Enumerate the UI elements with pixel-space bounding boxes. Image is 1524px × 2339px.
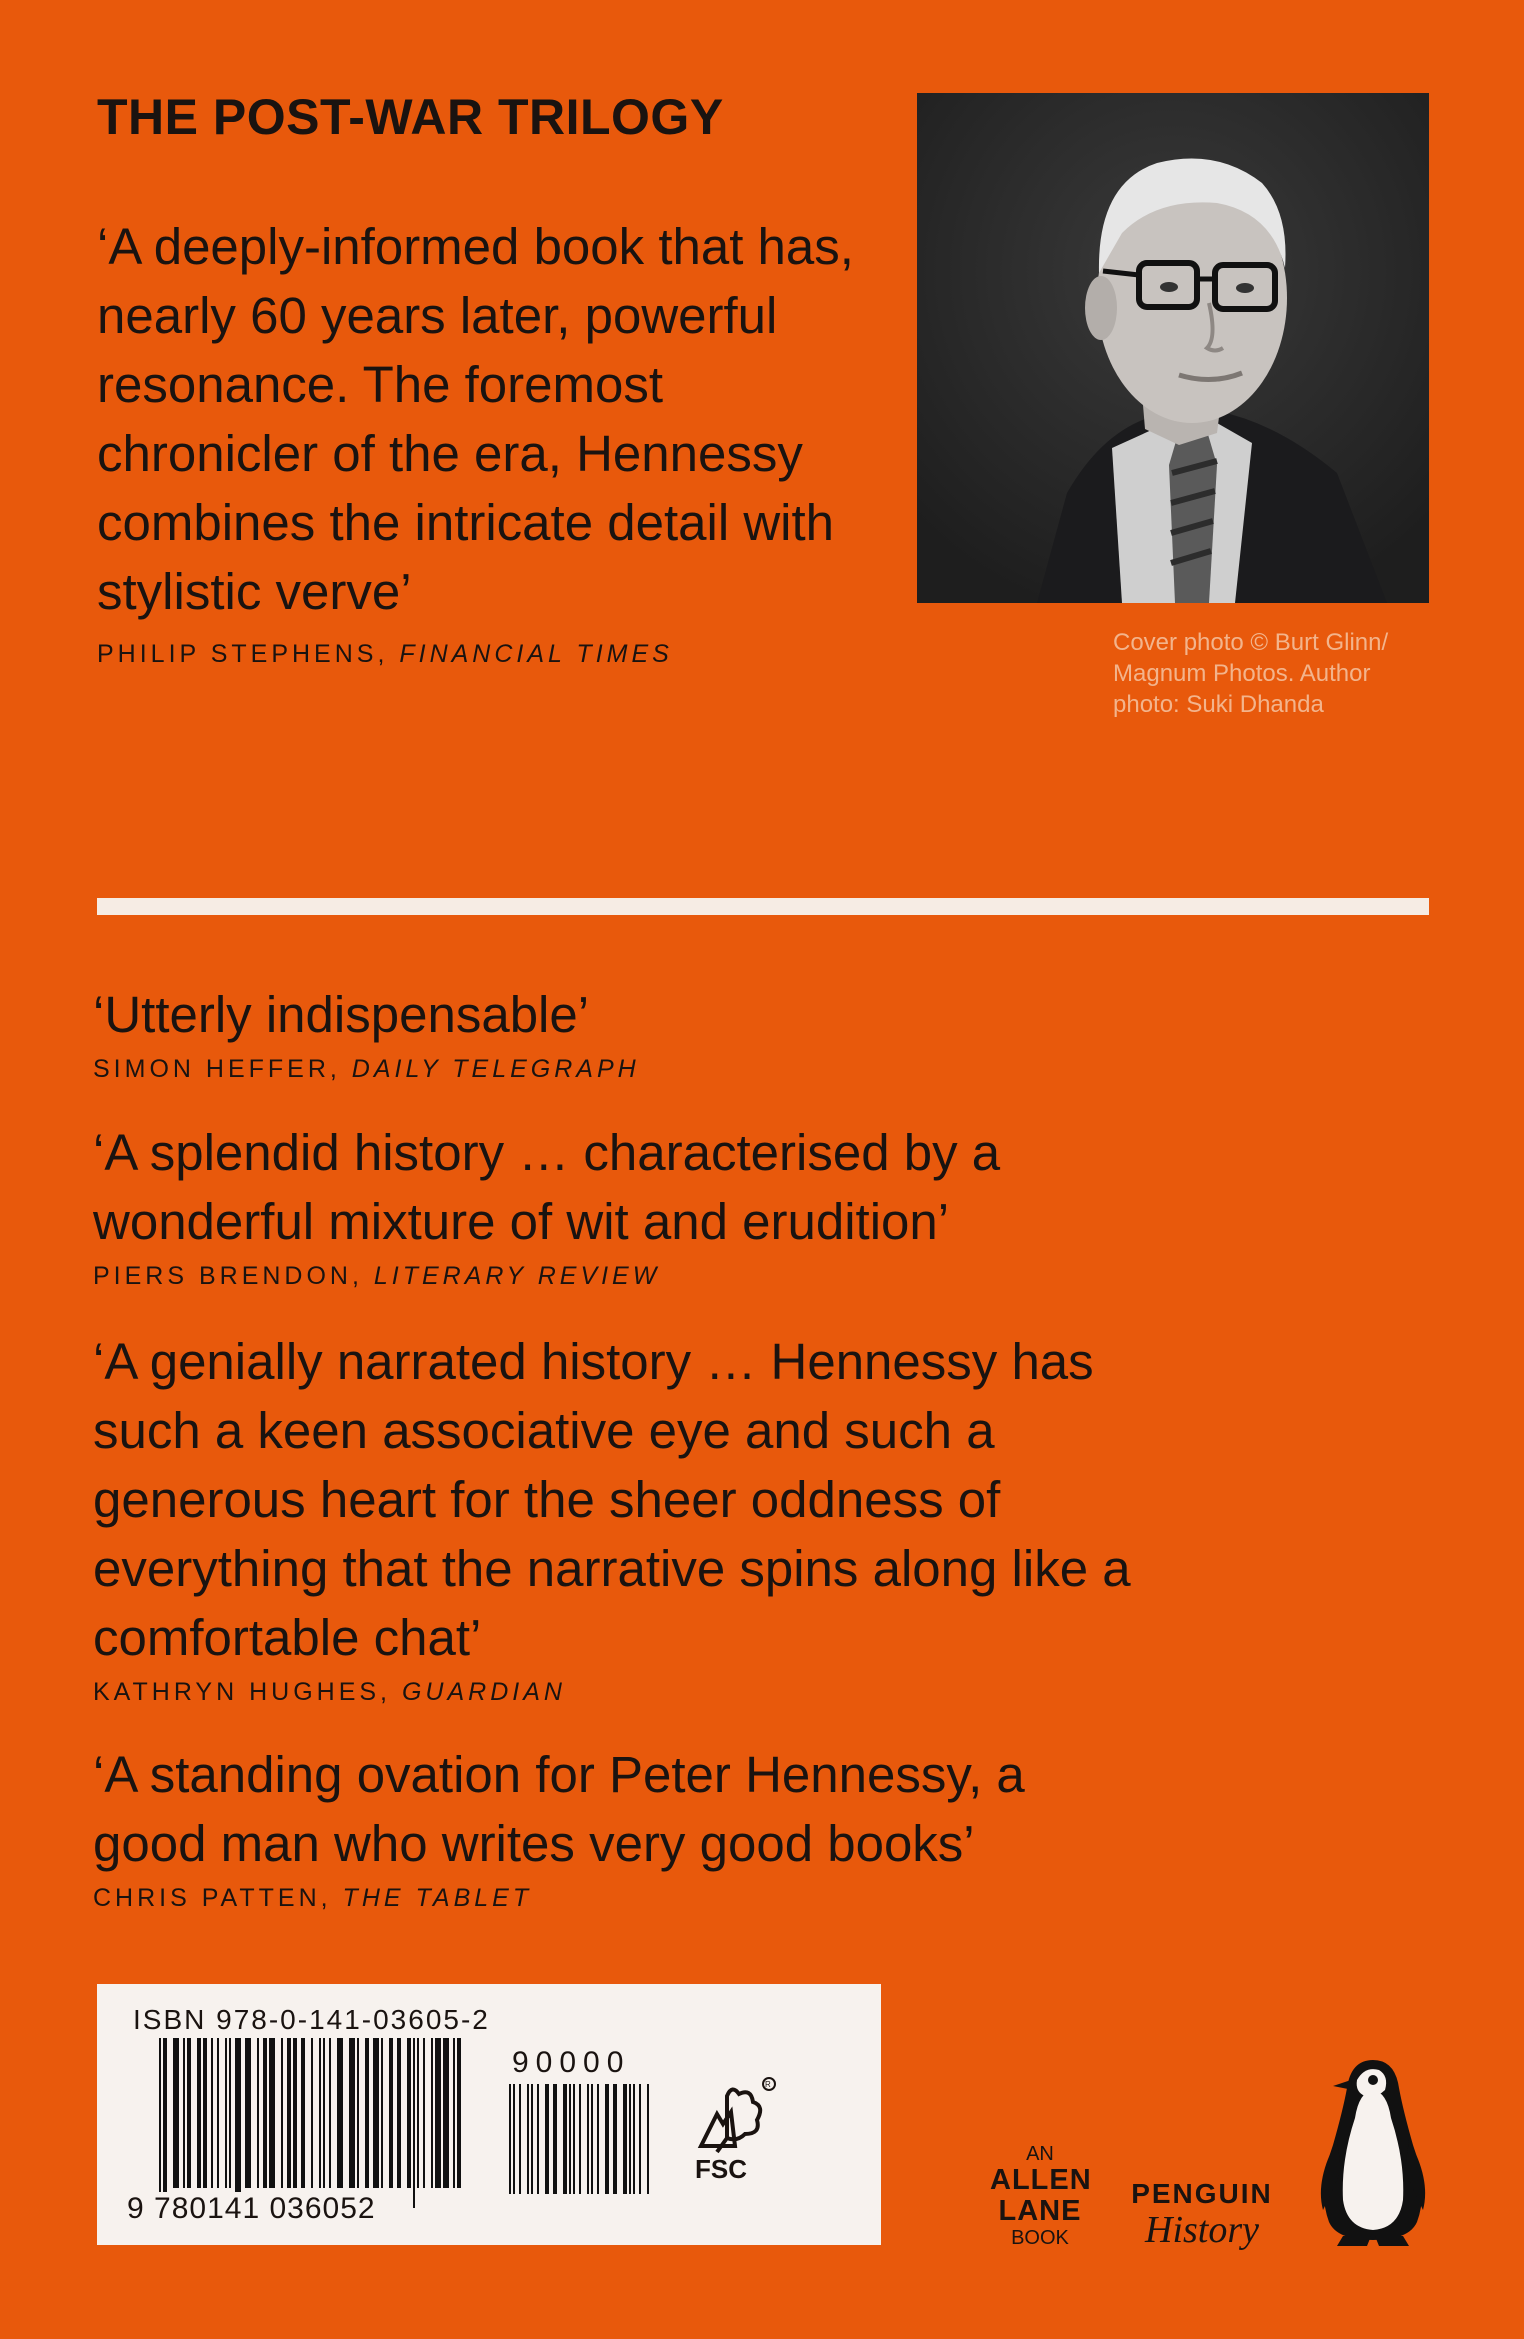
barcode-bar xyxy=(633,2084,635,2194)
section-divider xyxy=(97,898,1429,915)
publication-name: GUARDIAN xyxy=(401,1678,566,1706)
barcode-bar xyxy=(647,2084,649,2194)
isbn-barcode xyxy=(157,2038,467,2208)
barcode-bar xyxy=(591,2084,593,2194)
imprint-lane: LANE xyxy=(998,2195,1082,2227)
imprint-series: History xyxy=(1145,2209,1259,2251)
barcode-bar xyxy=(217,2038,219,2188)
review-attribution xyxy=(93,1678,1143,1707)
barcode-bar xyxy=(457,2038,461,2188)
review-item xyxy=(93,1327,1143,1707)
barcode-bar xyxy=(203,2038,207,2188)
barcode-bar xyxy=(587,2084,589,2194)
barcode-bar xyxy=(163,2038,167,2208)
barcode-bar xyxy=(357,2038,359,2188)
barcode-bar xyxy=(513,2084,515,2194)
barcode-bar xyxy=(613,2084,617,2194)
barcode-digits: 9 780141 036052 xyxy=(127,2192,376,2225)
photo-credit: Cover photo © Burt Glinn/ Magnum Photos. Author photo: Suki Dhanda xyxy=(1113,629,1389,718)
barcode-bar xyxy=(639,2084,641,2194)
review-item xyxy=(93,980,640,1084)
reviewer-name: PHILIP STEPHENS, xyxy=(97,640,389,668)
fsc-logo xyxy=(687,2076,777,2191)
allen-lane-imprint xyxy=(990,2143,1090,2249)
barcode-bar xyxy=(569,2084,571,2194)
review-quote: ‘A splendid history … characterised by a wonderful mixture of wit and erudition’ xyxy=(93,1124,1001,1250)
publication-name: LITERARY REVIEW xyxy=(373,1262,661,1290)
imprint-penguin: PENGUIN xyxy=(1131,2178,1273,2209)
barcode-bar xyxy=(579,2084,581,2194)
author-portrait-icon xyxy=(917,93,1429,603)
barcode-bar xyxy=(573,2084,575,2194)
barcode-bar xyxy=(229,2038,231,2188)
barcode-bar xyxy=(211,2038,213,2188)
review-quote: ‘A standing ovation for Peter Hennessy, a good man who writes very good books’ xyxy=(93,1746,1025,1872)
barcode-bar xyxy=(287,2038,291,2188)
barcode-bar xyxy=(443,2038,449,2188)
barcode-bar xyxy=(197,2038,201,2188)
imprint-allen: ALLEN xyxy=(990,2164,1092,2196)
barcode-bar xyxy=(417,2038,419,2188)
penguin-logo xyxy=(1313,2050,1433,2255)
barcode-bar xyxy=(281,2038,283,2188)
barcode-bar xyxy=(629,2084,631,2194)
barcode-bar xyxy=(597,2084,599,2194)
barcode-bar xyxy=(263,2038,267,2188)
review-quote: ‘Utterly indispensable’ xyxy=(93,986,590,1043)
barcode-bar xyxy=(435,2038,441,2188)
fsc-label: FSC xyxy=(695,2154,747,2184)
barcode-panel xyxy=(97,1984,881,2245)
reviewer-name: CHRIS PATTEN, xyxy=(93,1884,332,1912)
barcode-bar xyxy=(173,2038,179,2188)
barcode-bar xyxy=(293,2038,297,2188)
barcode-bar xyxy=(373,2038,379,2188)
barcode-bar xyxy=(257,2038,259,2188)
author-photo xyxy=(917,93,1429,603)
barcode-bar xyxy=(301,2038,305,2188)
barcode-bar xyxy=(311,2038,313,2188)
lead-review-attribution xyxy=(97,640,673,669)
barcode-bar xyxy=(365,2038,369,2188)
svg-text:R: R xyxy=(765,2080,771,2089)
lead-review-quote: ‘A deeply-informed book that has, nearly 60 years later, powerful resonance. The foremost chronicler of the era, Hennessy combines the intricate detail with stylistic verve’ xyxy=(97,218,854,620)
barcode-bar xyxy=(605,2084,609,2194)
review-attribution xyxy=(93,1884,1143,1913)
penguin-icon xyxy=(1313,2050,1433,2250)
barcode-bar xyxy=(183,2038,185,2188)
barcode-bar xyxy=(269,2038,275,2188)
barcode-bar xyxy=(453,2038,455,2188)
price-barcode xyxy=(507,2084,657,2214)
barcode-bar xyxy=(553,2084,557,2194)
review-attribution xyxy=(93,1055,640,1084)
barcode-bar xyxy=(527,2084,529,2194)
isbn-label: ISBN 978-0-141-03605-2 xyxy=(133,2004,490,2035)
barcode-bar xyxy=(423,2038,425,2188)
penguin-history-imprint xyxy=(1122,2178,1282,2252)
publication-name: DAILY TELEGRAPH xyxy=(351,1055,640,1083)
barcode-bar xyxy=(519,2084,521,2194)
barcode-bar xyxy=(225,2038,227,2188)
reviewer-name: SIMON HEFFER, xyxy=(93,1055,341,1083)
barcode-bar xyxy=(431,2038,433,2188)
barcode-bar xyxy=(623,2084,627,2194)
barcode-bar xyxy=(245,2038,251,2188)
barcode-bar xyxy=(397,2038,401,2188)
barcode-bar xyxy=(509,2084,511,2194)
fsc-tree-icon xyxy=(687,2076,777,2186)
reviewer-name: KATHRYN HUGHES, xyxy=(93,1678,392,1706)
barcode-bar xyxy=(235,2038,241,2208)
imprint-an: AN xyxy=(1026,2143,1054,2165)
barcode-bar xyxy=(329,2038,331,2188)
barcode-bar xyxy=(319,2038,321,2188)
barcode-bar xyxy=(187,2038,191,2188)
review-attribution xyxy=(93,1262,1093,1291)
publication-name: THE TABLET xyxy=(342,1884,533,1912)
barcode-bar xyxy=(381,2038,383,2188)
imprint-book: BOOK xyxy=(1011,2227,1069,2249)
price-code: 90000 xyxy=(512,2046,631,2079)
barcode-bar xyxy=(413,2038,415,2208)
barcode-bar xyxy=(389,2038,393,2188)
barcode-bar xyxy=(407,2038,411,2188)
review-quote: ‘A genially narrated history … Hennessy has such a keen associative eye and such a generous heart for the sheer oddness of everything that the narrative spins along like a comfortable chat’ xyxy=(93,1333,1131,1666)
series-title: THE POST-WAR TRILOGY xyxy=(97,89,724,145)
reviewer-name: PIERS BRENDON, xyxy=(93,1262,363,1290)
barcode-bar xyxy=(563,2084,567,2194)
publication-name: FINANCIAL TIMES xyxy=(399,640,673,668)
barcode-bar xyxy=(323,2038,325,2188)
barcode-bar xyxy=(337,2038,343,2188)
review-item xyxy=(93,1740,1143,1913)
barcode-bar xyxy=(537,2084,539,2194)
barcode-bar xyxy=(349,2038,355,2188)
barcode-bar xyxy=(159,2038,161,2208)
barcode-bar xyxy=(545,2084,549,2194)
barcode-bar xyxy=(531,2084,533,2194)
review-item xyxy=(93,1118,1093,1291)
